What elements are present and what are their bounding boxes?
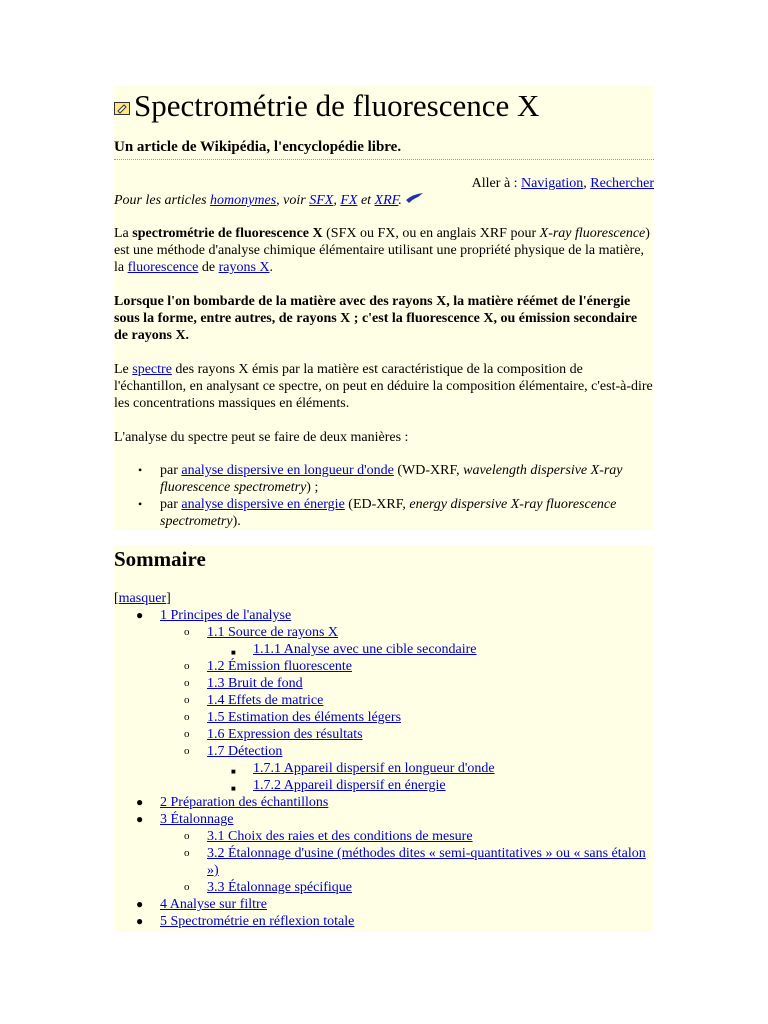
toc-item bbox=[114, 879, 654, 896]
site-subtitle: Un article de Wikipédia, l'encyclopédie libre. bbox=[114, 138, 654, 160]
spectre-text-2: des rayons X émis par la matière est caractéristique de la composition de l'échantillon, en analysant ce spectre, on peut en déduire la composition élémentaire, c'est-à-dire les concentrations massiques en éléments. bbox=[114, 362, 653, 411]
toc-item bbox=[114, 794, 654, 811]
bold-paragraph: Lorsque l'on bombarde de la matière avec des rayons X, la matière réémet de l'énergie sous la forme, entre autres, de rayons X ; c'est la fluorescence X, ou émission secondaire de rayons X. bbox=[114, 294, 638, 343]
intro-text-2: (SFX ou FX, ou en anglais XRF pour bbox=[326, 226, 537, 241]
method-text-2: (ED-XRF, bbox=[348, 497, 406, 512]
method-end: ). bbox=[232, 514, 241, 529]
toc-link[interactable]: 1 Principes de l'analyse bbox=[160, 608, 292, 623]
disambiguation-arrow-icon bbox=[405, 192, 425, 204]
homonym-dot: . bbox=[398, 193, 402, 208]
toc-heading: Sommaire bbox=[114, 547, 206, 571]
toc-item bbox=[114, 760, 654, 777]
toc-toggle bbox=[114, 590, 654, 607]
toc-item bbox=[114, 658, 654, 675]
toc-item bbox=[114, 624, 654, 641]
toc-bracket-close: ] bbox=[166, 591, 171, 606]
homonym-and: et bbox=[360, 193, 372, 208]
bullet-circle-icon: o bbox=[184, 881, 190, 893]
bullet-circle-icon: o bbox=[184, 711, 190, 723]
toc-link[interactable]: 5 Spectrométrie en réflexion totale bbox=[160, 914, 355, 929]
toc-link[interactable]: 3 Étalonnage bbox=[160, 812, 234, 827]
toc-item bbox=[114, 709, 654, 726]
toc-item bbox=[114, 675, 654, 692]
toc-bracket-open: [ bbox=[114, 591, 119, 606]
bullet-disc-icon: ● bbox=[136, 608, 144, 622]
sfx-link[interactable]: SFX bbox=[309, 193, 334, 208]
jump-links bbox=[472, 176, 654, 192]
toc-link[interactable]: 1.7 Détection bbox=[207, 744, 283, 759]
intro-paragraph bbox=[114, 225, 654, 276]
page-title-text: Spectrométrie de fluorescence X bbox=[134, 88, 540, 123]
bullet-disc-icon: ● bbox=[136, 812, 144, 826]
toc-link[interactable]: 1.4 Effets de matrice bbox=[207, 693, 324, 708]
homonym-notice bbox=[114, 192, 654, 209]
toc-item bbox=[114, 607, 654, 624]
bullet-circle-icon: o bbox=[184, 694, 190, 706]
spectre-paragraph bbox=[114, 361, 654, 412]
method-italic: wavelength dispersive X-ray fluorescence spectrometry bbox=[160, 463, 623, 495]
toc-item bbox=[114, 692, 654, 709]
method-text-2: (WD-XRF, bbox=[397, 463, 460, 478]
analyse-intro: L'analyse du spectre peut se faire de deux manières : bbox=[114, 430, 409, 445]
bullet-square-icon: ■ bbox=[231, 784, 236, 793]
bullet-circle-icon: o bbox=[184, 677, 190, 689]
method-end: ) ; bbox=[306, 480, 319, 495]
bullet-disc-icon: ● bbox=[136, 795, 144, 809]
toc-link[interactable]: 1.3 Bruit de fond bbox=[207, 676, 303, 691]
jump-separator: , bbox=[583, 176, 587, 191]
homonym-text-2: , voir bbox=[276, 193, 306, 208]
table-of-contents bbox=[114, 590, 654, 930]
bullet-circle-icon: o bbox=[184, 728, 190, 740]
toc-link[interactable]: 4 Analyse sur filtre bbox=[160, 897, 267, 912]
fluorescence-link[interactable]: fluorescence bbox=[127, 260, 199, 275]
method-italic: energy dispersive X-ray fluorescence spectrometry bbox=[160, 497, 617, 529]
bullet-square-icon: ■ bbox=[231, 648, 236, 657]
jump-prefix: Aller à : bbox=[471, 176, 518, 191]
bullet-circle-icon: o bbox=[184, 847, 190, 859]
toc-link[interactable]: 3.2 Étalonnage d'usine (méthodes dites « semi-quantitatives » ou « sans étalon ») bbox=[207, 846, 646, 878]
jump-navigation-link[interactable]: Navigation bbox=[521, 176, 584, 191]
page-title bbox=[114, 88, 539, 124]
bullet-disc-icon: ● bbox=[136, 897, 144, 911]
homonym-comma: , bbox=[333, 193, 337, 208]
intro-text-5: . bbox=[269, 260, 273, 275]
jump-search-link[interactable]: Rechercher bbox=[590, 176, 654, 191]
toc-item bbox=[114, 641, 654, 658]
toc-link[interactable]: 1.2 Émission fluorescente bbox=[207, 659, 353, 674]
toc-item bbox=[114, 845, 654, 879]
spectre-link[interactable]: spectre bbox=[132, 362, 172, 377]
toc-link[interactable]: 1.1.1 Analyse avec une cible secondaire bbox=[253, 642, 477, 657]
bullet-circle-icon: o bbox=[184, 745, 190, 757]
toc-item bbox=[114, 743, 654, 760]
fx-link[interactable]: FX bbox=[340, 193, 358, 208]
homonym-text: Pour les articles bbox=[114, 193, 207, 208]
toc-hide-link[interactable]: masquer bbox=[118, 591, 167, 606]
toc-link[interactable]: 3.3 Étalonnage spécifique bbox=[207, 880, 353, 895]
toc-link[interactable]: 2 Préparation des échantillons bbox=[160, 795, 329, 810]
method-text: par bbox=[160, 497, 178, 512]
toc-link[interactable]: 1.7.2 Appareil dispersif en énergie bbox=[253, 778, 446, 793]
toc-item bbox=[114, 777, 654, 794]
rayons-x-link[interactable]: rayons X bbox=[218, 260, 270, 275]
toc-item bbox=[114, 896, 654, 913]
spectre-text: Le bbox=[114, 362, 129, 377]
methods-list bbox=[114, 462, 654, 530]
method-text: par bbox=[160, 463, 178, 478]
toc-item bbox=[114, 828, 654, 845]
toc-link[interactable]: 3.1 Choix des raies et des conditions de mesure bbox=[207, 829, 473, 844]
bullet-circle-icon: o bbox=[184, 660, 190, 672]
toc-link[interactable]: 1.5 Estimation des éléments légers bbox=[207, 710, 402, 725]
intro-text-3: ) est une méthode d'analyse chimique élémentaire utilisant une propriété physique de la matière, la bbox=[114, 226, 650, 275]
bullet-disc-icon: ● bbox=[136, 914, 144, 928]
toc-link[interactable]: 1.6 Expression des résultats bbox=[207, 727, 363, 742]
list-item bbox=[114, 462, 654, 496]
bullet-circle-icon: o bbox=[184, 626, 190, 638]
list-item bbox=[114, 496, 654, 530]
toc-link[interactable]: 1.1 Source de rayons X bbox=[207, 625, 339, 640]
ed-xrf-link[interactable]: analyse dispersive en énergie bbox=[181, 497, 345, 512]
intro-text: La bbox=[114, 226, 129, 241]
toc-link[interactable]: 1.7.1 Appareil dispersif en longueur d'onde bbox=[253, 761, 495, 776]
toc-item bbox=[114, 811, 654, 828]
toc-item bbox=[114, 726, 654, 743]
wd-xrf-link[interactable]: analyse dispersive en longueur d'onde bbox=[181, 463, 394, 478]
homonyms-link[interactable]: homonymes bbox=[210, 193, 277, 208]
intro-italic: X-ray fluorescence bbox=[539, 226, 646, 241]
intro-text-4: de bbox=[201, 260, 216, 275]
xrf-link[interactable]: XRF bbox=[374, 193, 399, 208]
bullet-circle-icon: o bbox=[184, 830, 190, 842]
intro-term: spectrométrie de fluorescence X bbox=[132, 226, 323, 241]
article-badge-icon bbox=[114, 100, 130, 116]
bullet-square-icon: ■ bbox=[231, 767, 236, 776]
toc-item bbox=[114, 913, 654, 930]
